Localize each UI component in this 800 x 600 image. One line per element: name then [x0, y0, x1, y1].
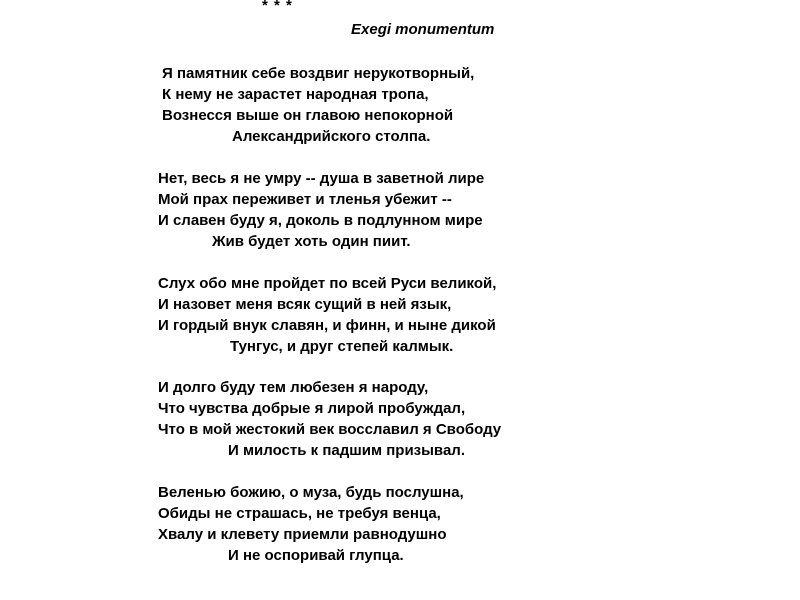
stanza-3 — [158, 273, 496, 357]
poem-line: Слух обо мне пройдет по всей Руси великой, — [158, 275, 497, 292]
stanza-5 — [158, 482, 464, 566]
poem-line-indented: И милость к падшим призывал. — [228, 442, 465, 459]
stanza-2 — [158, 168, 484, 252]
poem-line: Веленью божию, о муза, будь послушна, — [158, 484, 464, 501]
poem-line: И славен буду я, доколь в подлунном мире — [158, 212, 483, 229]
poem-line-indented: Жив будет хоть один пиит. — [212, 233, 411, 250]
poem-line-indented: Тунгус, и друг степей калмык. — [230, 338, 454, 355]
stanza-1 — [162, 63, 474, 147]
poem-line: Что в мой жестокий век восславил я Свободу — [158, 421, 502, 438]
poem-line: Хвалу и клевету приемли равнодушно — [158, 526, 447, 543]
poem-line: И назовет меня всяк сущий в ней язык, — [158, 296, 452, 313]
poem-line: Мой прах переживет и тленья убежит -- — [158, 191, 452, 208]
poem-line: Вознесся выше он главою непокорной — [162, 107, 454, 124]
poem-line: И гордый внук славян, и финн, и ныне дикой — [158, 317, 496, 334]
poem-line: Обиды не страшась, не требуя венца, — [158, 505, 441, 522]
epigraph: Exegi monumentum — [351, 21, 495, 38]
section-stars: * * * — [262, 0, 293, 14]
poem-line: Нет, весь я не умру -- душа в заветной лире — [158, 170, 485, 187]
poem-line: И долго буду тем любезен я народу, — [158, 379, 429, 396]
stanza-4 — [158, 377, 501, 461]
poem-line-indented: И не оспоривай глупца. — [228, 547, 404, 564]
poem-line: К нему не зарастет народная тропа, — [162, 86, 429, 103]
poem-line: Что чувства добрые я лирой пробуждал, — [158, 400, 466, 417]
poem-line: Я памятник себе воздвиг нерукотворный, — [162, 65, 475, 82]
poem-line-indented: Александрийского столпа. — [232, 128, 431, 145]
